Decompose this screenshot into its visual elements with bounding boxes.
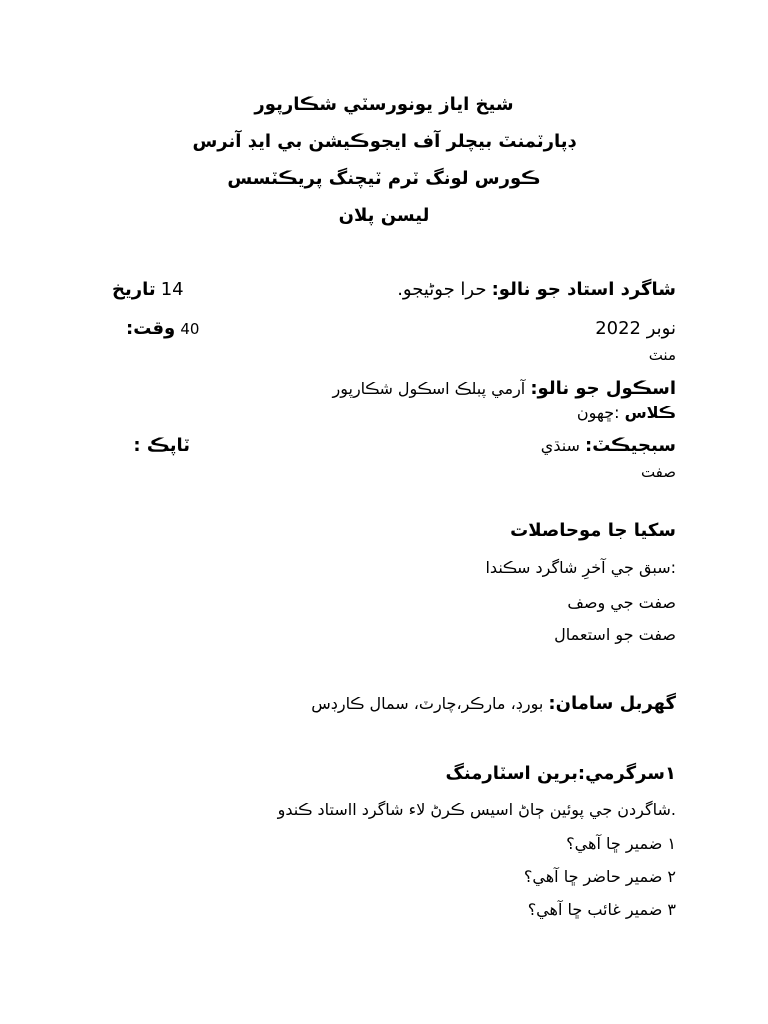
activity-heading: ١سرگرمي:برين اسٽارمنگ [445, 763, 676, 784]
time-value: 40 [180, 320, 200, 338]
school-row [333, 378, 677, 400]
date-row [100, 279, 184, 301]
university-name: شيخ اياز يونورسٽي شڪارپور [254, 94, 514, 115]
time-label: وقت: [126, 318, 176, 339]
time-row [100, 318, 199, 340]
materials-value: بورڊ، مارڪر،چارٽ، سمال ڪارڊس [311, 694, 544, 713]
materials-label: گهربل سامان: [548, 693, 676, 714]
class-value: :ڇهون [576, 403, 620, 422]
objectives-intro: :سبق جي آخرِ شاگرد سڪندا [485, 558, 676, 577]
school-label: اسڪول جو نالو: [530, 378, 676, 399]
topic-value: صفت [640, 463, 676, 481]
subject-value: سنڌي [540, 436, 580, 455]
objective-item: صفت جو استعمال [554, 625, 676, 644]
date-month-year: نوبر 2022 [595, 318, 676, 339]
department-name: ڊپارٽمنٽ بيچلر آف ايجوڪيشن بي ايڊ آنرس [192, 131, 576, 152]
activity-question: ٢ ضمير حاضر ڇا آهي؟ [523, 867, 676, 886]
activity-description: .شاگردن جي پوئين ڄاڻ اسيس ڪرڻ لاء شاگرد ااستاد ڪندو [277, 800, 676, 819]
course-name: ڪورس لونگ ٽرم ٽيچنگ پريڪٽسس [227, 168, 541, 189]
subject-row [541, 435, 676, 457]
subject-label: سبجيڪٽ: [585, 435, 676, 456]
class-row [577, 402, 676, 424]
objective-item: صفت جي وصف [567, 593, 676, 612]
topic-label: ٽاپڪ : [133, 435, 190, 456]
date-label: تاريخ [112, 279, 156, 300]
document-title: ليسن پلان [338, 205, 430, 226]
materials-row [311, 693, 676, 715]
school-value: آرمي پبلڪ اسڪول شڪارپور [332, 379, 526, 398]
teacher-value: حرا جوڻيجو. [397, 279, 487, 300]
activity-question: ١ ضمير ڇا آهي؟ [566, 834, 676, 853]
date-day: 14 [160, 279, 184, 300]
teacher-label: شاگرد استاد جو نالو: [491, 279, 676, 300]
time-unit: منٽ [648, 346, 676, 364]
objectives-heading: سکيا جا موحاصلات [510, 520, 676, 541]
teacher-row [397, 279, 676, 301]
class-label: ڪلاس [624, 403, 676, 422]
activity-question: ٣ ضمير غائب ڇا آهي؟ [527, 900, 676, 919]
